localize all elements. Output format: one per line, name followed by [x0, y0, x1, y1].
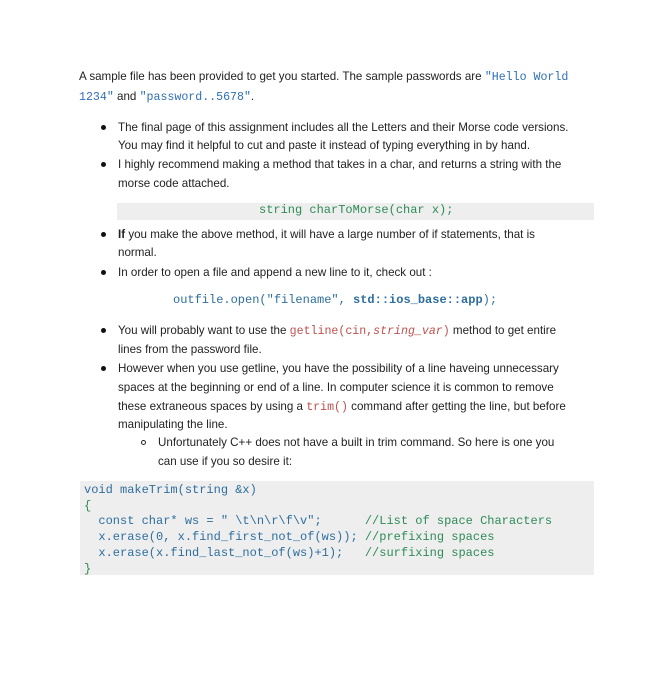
- bullet-1-line-1: The final page of this assignment includes all the Letters and their Morse code versions.: [118, 121, 569, 134]
- bullet-6-line-2: spaces at the beginning or end of a line. In computer science it is common to remove: [118, 381, 554, 394]
- getline-call: getline(cin,: [289, 325, 374, 338]
- bullet-6-pre: these extraneous spaces by using a: [118, 400, 307, 413]
- getline-var: string_var: [373, 325, 443, 338]
- trim-call: trim(): [306, 401, 348, 414]
- sub-bullet-line-1: Unfortunately C++ does not have a built in trim command. So here is one you: [158, 436, 555, 449]
- bullet-2-line-2: morse code attached.: [118, 177, 230, 190]
- bullet-dot: [101, 270, 106, 275]
- outfile-close: );: [482, 293, 498, 307]
- bullet-3-bold: If: [118, 228, 126, 241]
- intro-line-2: [79, 87, 254, 107]
- bullet-2-line-1: I highly recommend making a method that takes in a char, and returns a string with the: [118, 158, 562, 171]
- code-line-1: void makeTrim(string &x): [84, 483, 257, 497]
- outfile-call: outfile.open("filename",: [173, 293, 354, 307]
- bullet-3-line-1: [118, 225, 535, 244]
- bullet-6-line-1: However when you use getline, you have the possibility of a line haveing unnecessary: [118, 362, 559, 375]
- password-1b: 1234": [79, 91, 114, 104]
- code-line-5: [84, 545, 494, 561]
- bullet-6-line-4: manipulating the line.: [118, 418, 228, 431]
- bullet-dot: [101, 125, 106, 130]
- code-line-5-comment: //surfixing spaces: [364, 546, 495, 560]
- intro-line-1: [79, 67, 568, 87]
- intro-text: A sample file has been provided to get you started. The sample passwords are: [79, 70, 485, 83]
- code-line-3-comment: //List of space Characters: [364, 514, 553, 528]
- getline-close: ): [442, 325, 450, 338]
- bullet-3-text: you make the above method, it will have a large number of if statements, that is: [125, 228, 535, 241]
- code-line-4: [84, 529, 494, 545]
- bullet-5-line-2: lines from the password file.: [118, 343, 262, 356]
- outfile-snippet: [173, 291, 497, 310]
- bullet-5-post: method to get entire: [449, 324, 557, 337]
- bullet-1-line-2: You may find it helpful to cut and paste it instead of typing everything in by hand.: [118, 139, 531, 152]
- code-line-4-code: x.erase(0, x.find_first_not_of(ws));: [84, 530, 365, 544]
- intro-end: .: [250, 90, 255, 103]
- char-to-morse-snippet: string charToMorse(char x);: [259, 203, 454, 217]
- sub-bullet-line-2: can use if you so desire it:: [158, 455, 293, 468]
- intro-and: and: [113, 90, 140, 103]
- bullet-6-post: command after getting the line, but before: [347, 400, 566, 413]
- code-line-4-comment: //prefixing spaces: [364, 530, 495, 544]
- code-line-3-code: const char* ws = " \t\n\r\f\v";: [84, 514, 365, 528]
- outfile-mode: std::ios_base::app: [353, 293, 483, 307]
- bullet-dot: [101, 328, 106, 333]
- password-2: "password..5678": [139, 91, 251, 104]
- code-line-5-code: x.erase(x.find_last_not_of(ws)+1);: [84, 546, 365, 560]
- bullet-dot: [101, 232, 106, 237]
- code-line-6: }: [84, 562, 92, 576]
- bullet-3-line-2: normal.: [118, 246, 157, 259]
- bullet-5-pre: You will probably want to use the: [118, 324, 290, 337]
- sub-bullet-circle: [141, 440, 146, 445]
- bullet-dot: [101, 162, 106, 167]
- code-line-3: [84, 513, 552, 529]
- bullet-4-line: In order to open a file and append a new line to it, check out :: [118, 266, 432, 279]
- bullet-5-line-1: [118, 321, 556, 341]
- code-line-2: {: [84, 499, 92, 513]
- bullet-dot: [101, 366, 106, 371]
- password-1a: "Hello World: [484, 71, 569, 84]
- bullet-6-line-3: [118, 397, 566, 417]
